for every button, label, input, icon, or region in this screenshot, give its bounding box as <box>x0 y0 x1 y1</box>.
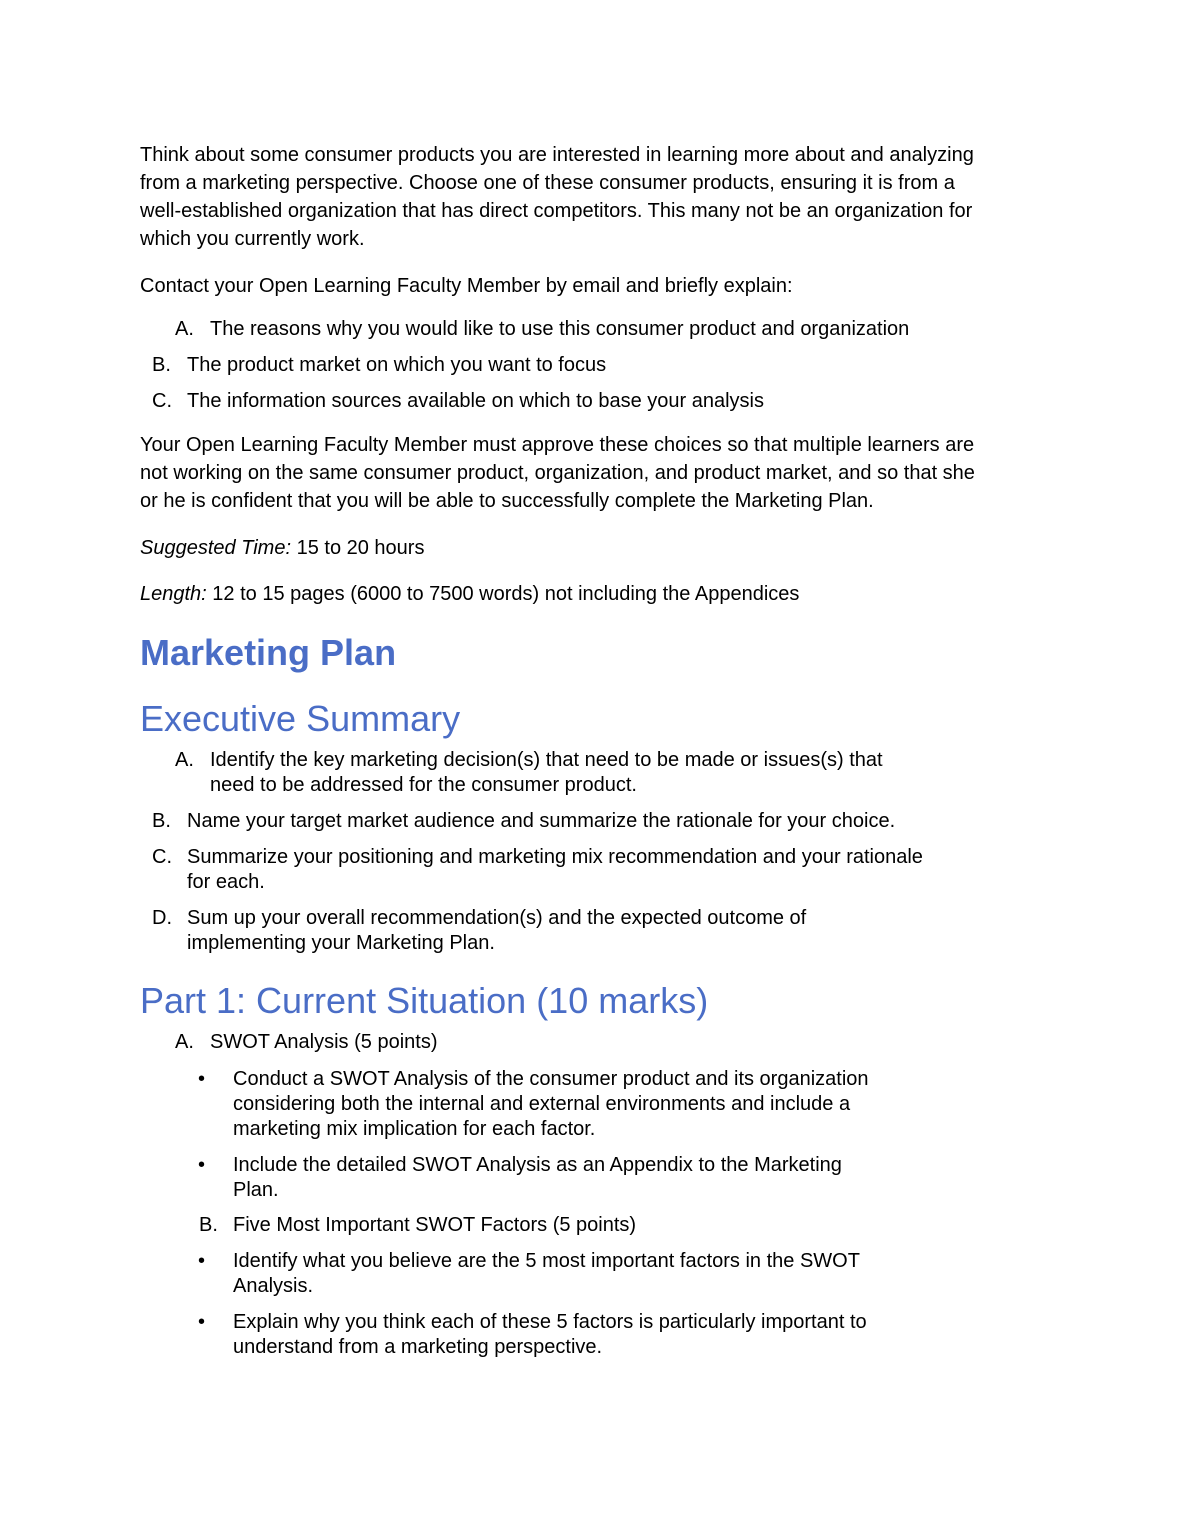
list-item-text: Five Most Important SWOT Factors (5 points) <box>233 1214 637 1236</box>
list-item-label: B. <box>152 354 171 376</box>
approval-line: not working on the same consumer product, organization, and product market, and so that she <box>140 462 975 484</box>
list-item-line: need to be addressed for the consumer product. <box>210 774 637 796</box>
list-item-line: implementing your Marketing Plan. <box>187 932 495 954</box>
list-item-label: A. <box>175 749 194 771</box>
list-item-label: A. <box>175 1031 194 1053</box>
bullet-line: understand from a marketing perspective. <box>233 1336 603 1358</box>
intro-line: Think about some consumer products you are interested in learning more about and analyzing <box>140 144 974 166</box>
bullet-line: Identify what you believe are the 5 most important factors in the SWOT <box>233 1250 860 1272</box>
contact-instruction: Contact your Open Learning Faculty Member by email and briefly explain: <box>140 275 793 297</box>
part1-heading: Part 1: Current Situation (10 marks) <box>140 980 709 1021</box>
bullet-line: Plan. <box>233 1179 279 1201</box>
bullet-icon: • <box>198 1311 206 1333</box>
length-value: 12 to 15 pages (6000 to 7500 words) not including the Appendices <box>212 583 800 605</box>
list-item-label: B. <box>199 1214 218 1236</box>
list-item-label: A. <box>175 318 194 340</box>
list-item-text: SWOT Analysis (5 points) <box>210 1031 438 1053</box>
bullet-line: Conduct a SWOT Analysis of the consumer product and its organization <box>233 1068 869 1090</box>
list-item-label: B. <box>152 810 171 832</box>
suggested-time-label: Suggested Time: <box>140 537 292 559</box>
list-item-line: Name your target market audience and summarize the rationale for your choice. <box>187 810 896 832</box>
bullet-line: Analysis. <box>233 1275 314 1297</box>
approval-line: Your Open Learning Faculty Member must approve these choices so that multiple learners are <box>140 434 975 456</box>
list-item-line: Sum up your overall recommendation(s) and the expected outcome of <box>187 907 807 929</box>
list-item-line: for each. <box>187 871 265 893</box>
bullet-line: considering both the internal and external environments and include a <box>233 1093 851 1115</box>
list-item-line: Summarize your positioning and marketing mix recommendation and your rationale <box>187 846 923 868</box>
suggested-time-value: 15 to 20 hours <box>296 537 425 559</box>
page-title: Marketing Plan <box>140 632 397 673</box>
intro-line: which you currently work. <box>140 228 365 250</box>
intro-line: well-established organization that has direct competitors. This many not be an organization for <box>140 200 973 222</box>
bullet-icon: • <box>198 1068 206 1090</box>
suggested-time <box>140 536 424 561</box>
bullet-icon: • <box>198 1250 206 1272</box>
length-info <box>140 582 799 607</box>
executive-summary-heading: Executive Summary <box>140 698 461 739</box>
list-item-text: The information sources available on which to base your analysis <box>187 390 764 412</box>
bullet-line: marketing mix implication for each factor. <box>233 1118 596 1140</box>
list-item-label: C. <box>152 390 172 412</box>
bullet-line: Explain why you think each of these 5 factors is particularly important to <box>233 1311 867 1333</box>
length-label: Length: <box>140 583 207 605</box>
list-item-label: D. <box>152 907 172 929</box>
list-item-line: Identify the key marketing decision(s) that need to be made or issues(s) that <box>210 749 883 771</box>
bullet-line: Include the detailed SWOT Analysis as an Appendix to the Marketing <box>233 1154 842 1176</box>
intro-line: from a marketing perspective. Choose one of these consumer products, ensuring it is from a <box>140 172 955 194</box>
list-item-label: C. <box>152 846 172 868</box>
list-item-text: The reasons why you would like to use this consumer product and organization <box>210 318 910 340</box>
approval-line: or he is confident that you will be able to successfully complete the Marketing Plan. <box>140 490 874 512</box>
bullet-icon: • <box>198 1154 206 1176</box>
list-item-text: The product market on which you want to focus <box>187 354 607 376</box>
